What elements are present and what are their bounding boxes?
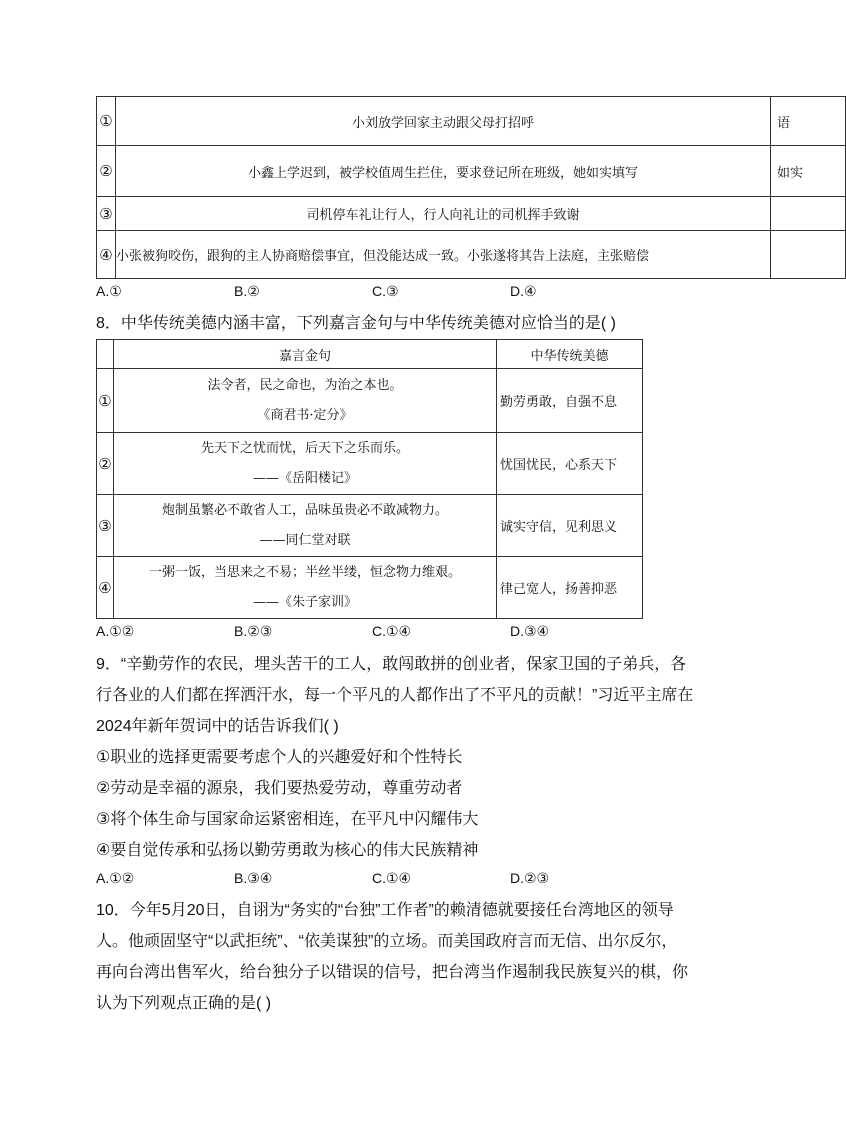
q10-stem-line: 人。他顽固坚守“以武拒统”、“依美谋独”的立场。而美国政府言而无信、出尔反尔， xyxy=(96,933,678,950)
option-d[interactable]: D.③④ xyxy=(510,623,550,639)
row-number: ① xyxy=(97,369,114,433)
table-row xyxy=(97,369,643,433)
option-a[interactable]: A.①② xyxy=(96,870,135,886)
q9-stem-line: 2024年新年贺词中的话告诉我们( ) xyxy=(96,718,339,735)
table-row xyxy=(97,495,643,557)
virtue-cell: 律己宽人，扬善抑恶 xyxy=(497,557,643,619)
option-c[interactable]: C.①④ xyxy=(372,870,412,886)
quote-source: ——《岳阳楼记》 xyxy=(252,470,357,486)
q10-stem-line: 再向台湾出售军火，给台独分子以错误的信号，把台湾当作遏制我民族复兴的棋，你 xyxy=(96,964,689,981)
q9-statement: ①职业的选择更需要考虑个人的兴趣爱好和个性特长 xyxy=(96,749,463,766)
result-cell: 语 xyxy=(771,97,846,146)
scenario-cell: 司机停车礼让行人，行人向礼让的司机挥手致谢 xyxy=(116,197,771,231)
table-row xyxy=(97,146,846,197)
quote-cell xyxy=(114,369,497,433)
row-number: ④ xyxy=(97,231,116,279)
header-quote: 嘉言金句 xyxy=(114,340,497,369)
q7-table xyxy=(96,96,846,279)
q8-stem: 8．中华传统美德内涵丰富，下列嘉言金句与中华传统美德对应恰当的是( ) xyxy=(96,315,617,332)
row-number: ② xyxy=(97,146,116,197)
quote-source: ——同仁堂对联 xyxy=(259,532,351,548)
quote-line: 一粥一饭，当思来之不易；半丝半缕，恒念物力维艰。 xyxy=(148,564,461,580)
result-cell xyxy=(771,197,846,231)
virtue-cell: 诚实守信，见利思义 xyxy=(497,495,643,557)
option-c[interactable]: C.③ xyxy=(372,283,399,299)
q9-statement: ②劳动是幸福的源泉，我们要热爱劳动，尊重劳动者 xyxy=(96,780,463,797)
q10-stem-line: 认为下列观点正确的是( ) xyxy=(96,995,272,1012)
result-cell xyxy=(771,231,846,279)
row-number: ① xyxy=(97,97,116,146)
quote-cell xyxy=(114,557,497,619)
q9-statement: ④要自觉传承和弘扬以勤劳勇敢为核心的伟大民族精神 xyxy=(96,842,479,859)
table-row xyxy=(97,433,643,495)
option-b[interactable]: B.②③ xyxy=(234,623,273,639)
quote-cell xyxy=(114,495,497,557)
header-virtue: 中华传统美德 xyxy=(497,340,643,369)
option-b[interactable]: B.③④ xyxy=(234,870,273,886)
quote-source: ——《朱子家训》 xyxy=(252,594,357,610)
table-row xyxy=(97,557,643,619)
option-d[interactable]: D.②③ xyxy=(510,870,550,886)
table-row xyxy=(97,197,846,231)
virtue-cell: 勤劳勇敢，自强不息 xyxy=(497,369,643,433)
quote-cell xyxy=(114,433,497,495)
quote-line: 先天下之忧而忧，后天下之乐而乐。 xyxy=(200,440,409,456)
quote-line: 法令者，民之命也，为治之本也。 xyxy=(207,377,403,393)
row-number: ④ xyxy=(97,557,114,619)
q9-statement: ③将个体生命与国家命运紧密相连，在平凡中闪耀伟大 xyxy=(96,811,479,828)
option-d[interactable]: D.④ xyxy=(510,283,537,299)
option-a[interactable]: A.① xyxy=(96,283,122,299)
option-c[interactable]: C.①④ xyxy=(372,623,412,639)
scenario-cell: 小张被狗咬伤，跟狗的主人协商赔偿事宜，但没能达成一致。小张遂将其告上法庭，主张赔偿 xyxy=(116,231,771,279)
scenario-cell: 小鑫上学迟到，被学校值周生拦住，要求登记所在班级，她如实填写 xyxy=(116,146,771,197)
row-number: ③ xyxy=(97,495,114,557)
option-a[interactable]: A.①② xyxy=(96,623,135,639)
result-cell: 如实 xyxy=(771,146,846,197)
table-row xyxy=(97,97,846,146)
q10-stem-line: 10．今年5月20日，自诩为“务实的“台独”工作者”的赖清德就要接任台湾地区的领导 xyxy=(96,902,674,919)
option-b[interactable]: B.② xyxy=(234,283,260,299)
virtue-cell: 忧国忧民，心系天下 xyxy=(497,433,643,495)
table-row xyxy=(97,231,846,279)
q9-stem-line: 9．“辛勤劳作的农民，埋头苦干的工人，敢闯敢拼的创业者，保家卫国的子弟兵，各 xyxy=(96,656,687,673)
q9-stem-line: 行各业的人们都在挥洒汗水，每一个平凡的人都作出了不平凡的贡献！”习近平主席在 xyxy=(96,687,694,704)
table-header-row xyxy=(97,340,643,369)
q8-table xyxy=(96,339,643,619)
header-blank xyxy=(97,340,114,369)
quote-line: 炮制虽繁必不敢省人工，品味虽贵必不敢减物力。 xyxy=(161,502,448,518)
scenario-cell: 小刘放学回家主动跟父母打招呼 xyxy=(116,97,771,146)
quote-source: 《商君书·定分》 xyxy=(257,407,353,423)
row-number: ② xyxy=(97,433,114,495)
row-number: ③ xyxy=(97,197,116,231)
